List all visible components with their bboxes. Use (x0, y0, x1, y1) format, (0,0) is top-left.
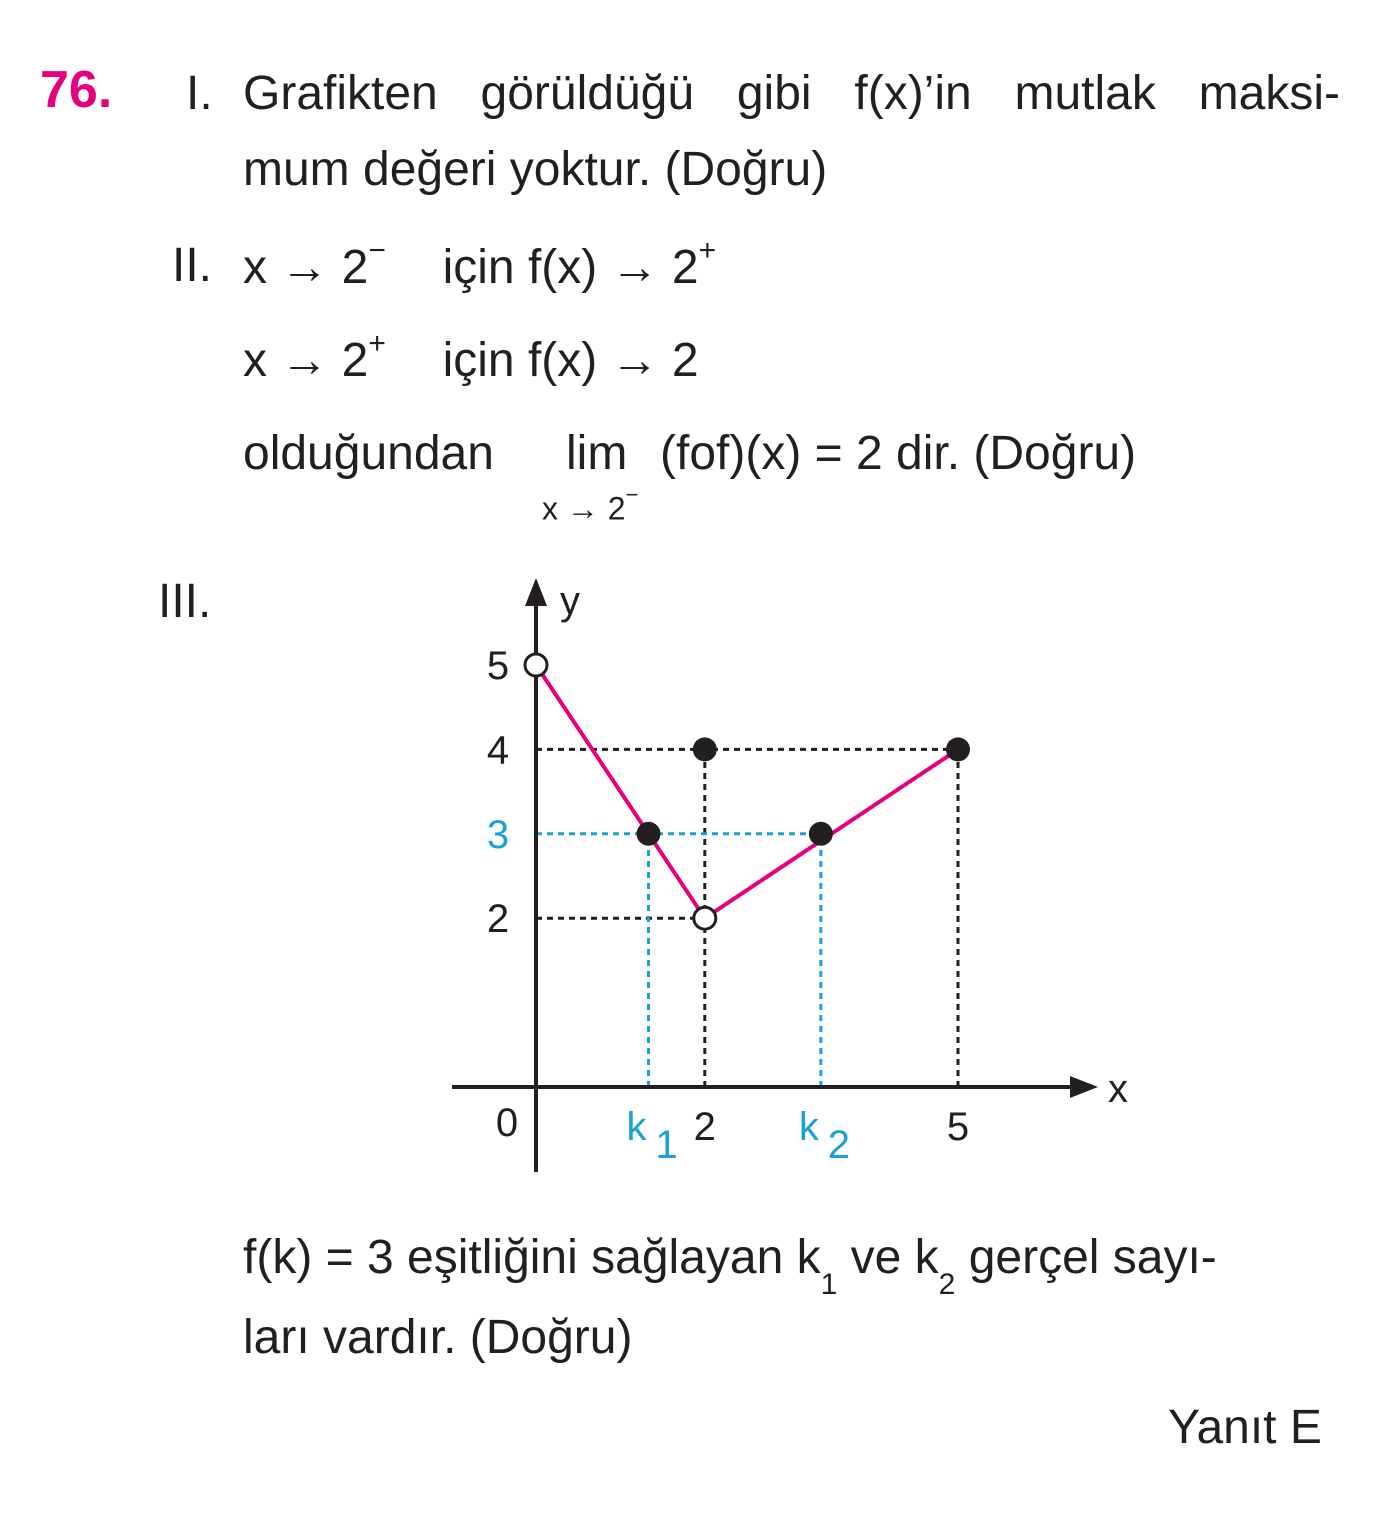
origin-label: 0 (495, 1101, 519, 1145)
open-point (525, 654, 547, 676)
item-i-line2: mum değeri yoktur. (Doğru) (243, 143, 828, 196)
y-tick-label: 3 (486, 812, 510, 857)
iii-line1-c: gerçel sayı- (968, 1231, 1217, 1284)
closed-point (637, 822, 661, 846)
item-iii-label: III. (158, 575, 212, 628)
y-axis-arrow (525, 578, 547, 606)
item-ii-line3-b: (fof)(x) = 2 dir. (Doğru) (660, 427, 1137, 480)
x-special-label: k (626, 1105, 647, 1149)
ii-line2-a: x → 2 (243, 334, 369, 387)
lim-sub-sup: − (625, 482, 639, 507)
ii-line1-a-sup: − (368, 234, 386, 267)
iii-line1-b: ve k (850, 1231, 939, 1284)
ii-line2-a-sup: + (368, 327, 386, 360)
ii-line1-b-sup: + (698, 234, 717, 267)
x-special-label: k (798, 1105, 819, 1149)
lim-sub-text: x → 2 (542, 490, 626, 527)
x-axis-label: x (1108, 1067, 1128, 1111)
ii-line2-b: için f(x) → 2 (442, 334, 699, 387)
y-tick-label: 4 (486, 728, 510, 773)
item-i-line1: Grafikten görüldüğü gibi f(x)’in mutlak maksi- (243, 67, 1340, 120)
x-tick-label: 2 (693, 1105, 716, 1149)
item-ii-line3-a: olduğundan (243, 427, 494, 480)
iii-line1-a: f(k) = 3 eşitliğini sağlayan k (243, 1231, 821, 1284)
open-point (694, 907, 716, 929)
y-tick-label: 5 (486, 644, 510, 688)
item-ii-lim: lim (566, 427, 628, 480)
x-tick-label: 5 (946, 1105, 970, 1149)
closed-point (946, 737, 970, 761)
item-iii-line2: ları vardır. (Doğru) (243, 1311, 633, 1364)
x-axis-arrow (1070, 1076, 1098, 1098)
y-tick-label: 2 (486, 897, 510, 942)
iii-sub2: 2 (938, 1267, 956, 1301)
item-i-label: I. (186, 67, 213, 120)
answer: Yanıt E (1168, 1401, 1322, 1454)
closed-point (693, 737, 717, 761)
item-ii-label: II. (172, 239, 213, 292)
y-axis-label: y (560, 579, 580, 623)
graph-segment (536, 665, 705, 918)
ii-line1-b: için f(x) → 2 (442, 241, 699, 294)
x-special-subscript: 1 (655, 1123, 678, 1167)
ii-line1-a: x → 2 (243, 241, 369, 294)
problem-number: 76. (40, 61, 113, 119)
closed-point (809, 822, 833, 846)
x-special-subscript: 2 (827, 1123, 850, 1167)
iii-sub1: 1 (820, 1267, 838, 1301)
